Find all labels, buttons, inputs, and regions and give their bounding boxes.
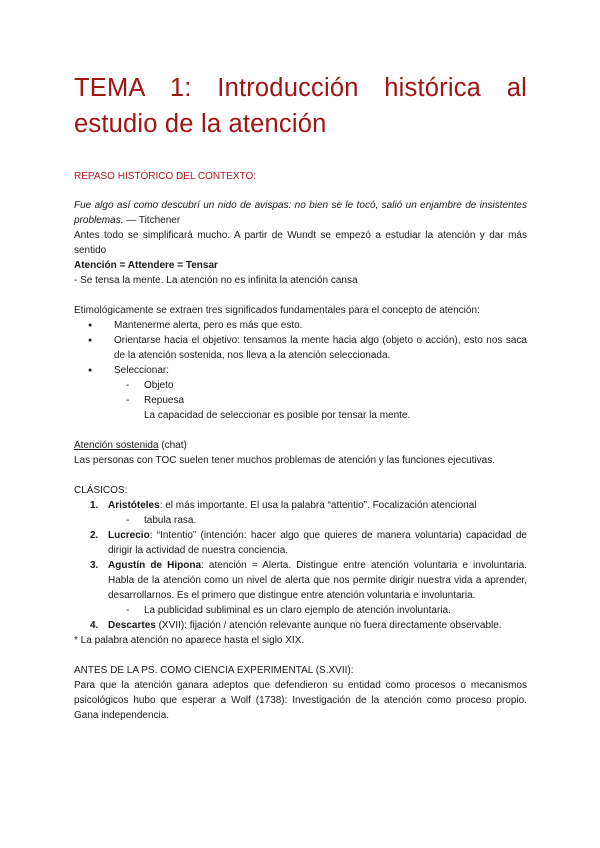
item-name: Descartes xyxy=(108,620,156,631)
classics-list xyxy=(74,498,527,633)
item-number: 1. xyxy=(90,500,99,511)
item-subnote: - La publicidad subliminal es un claro ejemplo de atención involuntaria. xyxy=(74,603,527,618)
list-item xyxy=(74,618,527,633)
classics-heading: CLÁSICOS: xyxy=(74,485,128,496)
item-name: Aristóteles xyxy=(108,500,160,511)
meanings-list xyxy=(74,318,527,378)
classics-footnote: * La palabra atención no aparece hasta el siglo XIX. xyxy=(74,635,305,646)
list-item xyxy=(74,498,527,513)
quote-text: Fue algo así como descubrí un nido de avispas: no bien se le tocó, salió un enjambre de insistentes problemas. xyxy=(74,200,527,226)
sustained-title: Atención sostenida xyxy=(74,440,159,451)
sustained-heading xyxy=(74,438,527,453)
prescience-paragraph: Para que la atención ganara adeptos que defendieron su entidad como procesos o mecanismos psicológicos hubo que esperar a Wolf (1738): Investigación de la atención como proceso propio. Gana independencia. xyxy=(74,680,527,721)
list-item: ● Seleccionar: xyxy=(74,363,527,378)
item-number: 4. xyxy=(90,620,99,631)
list-item xyxy=(74,558,527,603)
quote-author: — Titchener xyxy=(123,215,181,226)
item-number: 3. xyxy=(90,560,99,571)
etymology-note: - Se tensa la mente. La atención no es infinita la atención cansa xyxy=(74,275,358,286)
document-title: TEMA 1: Introducción histórica al estudio de la atención xyxy=(74,74,527,138)
item-number: 2. xyxy=(90,530,99,541)
intro-paragraph: Antes todo se simplificará mucho. A partir de Wundt se empezó a estudiar la atención y dar más sentido xyxy=(74,230,527,256)
list-item: ● Orientarse hacia el objetivo: tensamos la mente hacia algo (objeto o acción), esto nos saca de la atención sostenida, nos lleva a la atención seleccionada. xyxy=(74,333,527,363)
list-item: ● Mantenerme alerta, pero es más que esto. xyxy=(74,318,527,333)
list-item: - Repuesa xyxy=(74,393,527,408)
item-text: : atención = Alerta. Distingue entre atención voluntaria e involuntaria. Habla de la atención como un nivel de alerta que nos permite dirigir nuestra vida a aprender, desarrollarnos. Es el primero que distingue entre atención voluntaria e involuntaria. xyxy=(108,560,527,601)
list-item: - Objeto xyxy=(74,378,527,393)
document-page xyxy=(74,70,527,723)
item-text: : “Intentio” (intención: hacer algo que quieres de manera voluntaria) capacidad de dirigir la actividad de nuestra conciencia. xyxy=(108,530,527,556)
item-text: (XVII): fijación / atención relevante aunque no fuera directamente observable. xyxy=(155,620,502,631)
item-name: Lucrecio xyxy=(108,530,150,541)
sustained-paragraph: Las personas con TOC suelen tener muchos problemas de atención y las funciones ejecutivas. xyxy=(74,455,495,466)
item-subnote: - tabula rasa. xyxy=(74,513,527,528)
section-heading-prescience: ANTES DE LA PS. COMO CIENCIA EXPERIMENTAL (S.XVII): xyxy=(74,665,354,676)
item-text: : el más importante. El usa la palabra “attentio”. Focalización atencional xyxy=(159,500,477,511)
etymology-intro: Etimológicamente se extraen tres significados fundamentales para el concepto de atención: xyxy=(74,305,480,316)
quote-paragraph xyxy=(74,198,527,228)
item-name: Agustín de Hipona xyxy=(108,560,202,571)
select-sublist xyxy=(74,378,527,408)
list-item xyxy=(74,528,527,558)
sustained-suffix: (chat) xyxy=(158,440,187,451)
select-note: La capacidad de seleccionar es posible por tensar la mente. xyxy=(144,410,411,421)
section-heading-context: REPASO HISTÓRICO DEL CONTEXTO: xyxy=(74,171,257,182)
etymology-equation: Atención = Attendere = Tensar xyxy=(74,260,218,271)
